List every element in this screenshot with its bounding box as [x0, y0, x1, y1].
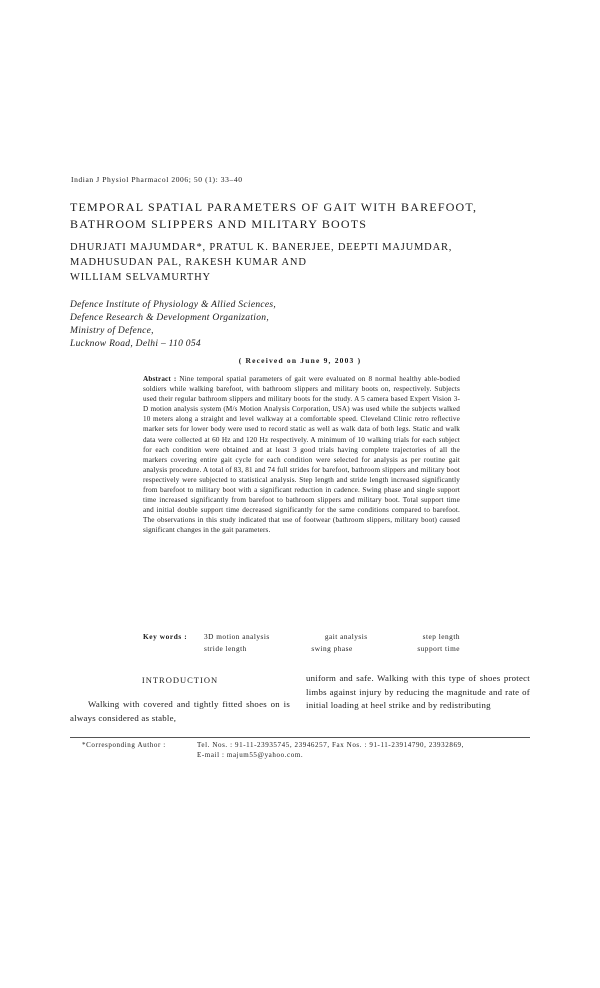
article-title	[70, 199, 530, 233]
footnote-phone-line: Tel. Nos. : 91-11-23935745, 23946257, Fax Nos. : 91-11-23914790, 23932869,	[197, 741, 464, 749]
journal-reference: Indian J Physiol Pharmacol 2006; 50 (1): 33–40	[71, 175, 243, 184]
keywords-row	[204, 643, 460, 655]
body-text-right-column: uniform and safe. Walking with this type of shoes protect limbs against injury by reducing the magnitude and rate of initial loading at heel strike and by redistributing	[306, 673, 530, 710]
keyword: swing phase	[311, 644, 353, 653]
received-date: ( Received on June 9, 2003 )	[238, 356, 362, 365]
footnote-contact	[197, 740, 464, 760]
title-line: TEMPORAL SPATIAL PARAMETERS OF GAIT WITH BAREFOOT,	[70, 200, 478, 214]
title-line: BATHROOM SLIPPERS AND MILITARY BOOTS	[70, 217, 368, 231]
abstract-text: Nine temporal spatial parameters of gait were evaluated on 8 normal healthy able-bodied soldiers while walking barefoot, with bathroom slippers and military boots on, respectively. Subjects used their regular bathroom slippers and military boots for the study. A 5 camera based Expert Vision 3-D motion analysis system (M/s Motion Analysis Corporation, USA) was used while the subjects walked 10 meters along a straight and level walkway at a comfortable speed. Cleveland Clinic retro reflective marker sets for lower body were used to record static as well as walk data of both legs. Static and walk data were collected at 60 Hz and 120 Hz respectively. A minimum of 10 walking trials for each subject for each condition were obtained and at least 3 good trials having complete trajectories of all the markers covering entire gait cycle for each condition were selected for analysis as per routine gait analysis procedure. A total of 83, 81 and 74 full strides for barefoot, bathroom slippers and military boot respectively were subjected to statistical analysis. Step length and stride length increased significantly from barefoot to military boot with a significant reduction in cadence. Swing phase and single support time increased significantly from barefoot to bathroom slippers and military boot. Total support time and initial double support time decreased significantly for the same conditions compared to barefoot. The observations in this study indicated that use of footwear (bathroom slippers, military boot) caused significant changes in the gait parameters.	[143, 375, 461, 535]
abstract-label: Abstract :	[143, 375, 177, 383]
author-line: WILLIAM SELVAMURTHY	[70, 272, 211, 283]
footnote-divider	[70, 737, 530, 738]
affiliation-line: Defence Institute of Physiology & Allied Sciences,	[70, 300, 277, 310]
affiliation-line: Ministry of Defence,	[70, 326, 154, 336]
keyword: gait analysis	[324, 632, 368, 641]
author-line: DHURJATI MAJUMDAR*, PRATUL K. BANERJEE, DEEPTI MAJUMDAR,	[70, 242, 453, 253]
keywords-grid	[204, 631, 460, 655]
keywords-row	[204, 631, 460, 643]
footnote-label: *Corresponding Author :	[82, 741, 166, 749]
affiliation-line: Defence Research & Development Organization,	[70, 313, 270, 323]
author-list	[70, 240, 530, 285]
abstract	[143, 374, 460, 536]
footnote-email-line: E-mail : majum55@yahoo.com.	[197, 751, 304, 759]
keyword: step length	[422, 632, 460, 641]
keyword: 3D motion analysis	[204, 632, 270, 641]
affiliation	[70, 299, 276, 351]
affiliation-line: Lucknow Road, Delhi – 110 054	[70, 339, 201, 349]
keyword: support time	[417, 644, 460, 653]
keywords-label: Key words :	[143, 632, 188, 641]
section-heading-introduction: INTRODUCTION	[141, 675, 219, 685]
body-text-left-column: Walking with covered and tightly fitted shoes on is always considered as stable,	[70, 699, 290, 723]
author-line: MADHUSUDAN PAL, RAKESH KUMAR AND	[70, 257, 307, 268]
keyword: stride length	[204, 644, 247, 653]
